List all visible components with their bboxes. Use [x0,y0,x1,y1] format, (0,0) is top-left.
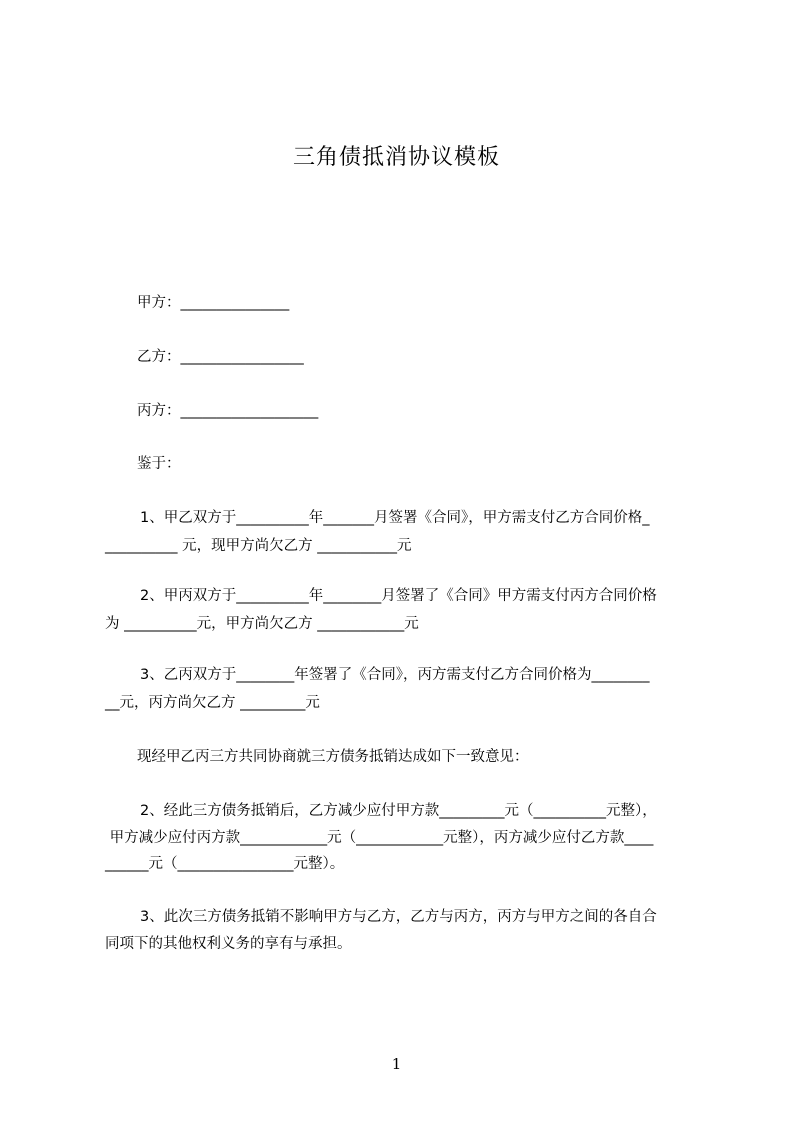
clause-1-line-1: 1、甲乙双方于__________年_______月签署《合同》，甲方需支付乙方合同价格_ [140,510,650,526]
whereas-heading: 鉴于： [137,456,181,472]
clause-2-line-1: 2、甲丙双方于__________年________月签署了《合同》甲方需支付丙方合同价格 [140,588,657,604]
party-a-line: 甲方：_______________ [137,295,290,311]
clause-2-line-2: 为 __________元，甲方尚欠乙方 ____________元 [105,616,419,632]
party-c-line: 丙方：___________________ [137,403,319,419]
consensus-paragraph: 现经甲乙丙三方共同协商就三方债务抵销达成如下一致意见： [137,749,529,765]
agreement-2-line-3: ______元（________________元整）。 [105,856,345,872]
clause-1-line-2: __________ 元，现甲方尚欠乙方 ___________元 [105,538,412,554]
page-number: 1 [391,1055,402,1073]
agreement-3-line-2: 同项下的其他权利义务的享有与承担。 [105,936,352,952]
clause-3-line-2: __元，丙方尚欠乙方 _________元 [105,695,320,711]
party-b-line: 乙方：_________________ [137,349,304,365]
document-title: 三角债抵消协议模板 [292,145,500,170]
agreement-3-line-1: 3、此次三方债务抵销不影响甲方与乙方，乙方与丙方，丙方与甲方之间的各自合 [140,909,657,925]
agreement-2-line-1: 2、经此三方债务抵销后，乙方减少应付甲方款_________元（__________元整）， [140,803,657,819]
agreement-2-line-2: 甲方减少应付丙方款____________元（____________元整），丙方减少应付乙方款____ [105,830,654,846]
clause-3-line-1: 3、乙丙双方于________年签署了《合同》，丙方需支付乙方合同价格为________ [140,667,650,683]
